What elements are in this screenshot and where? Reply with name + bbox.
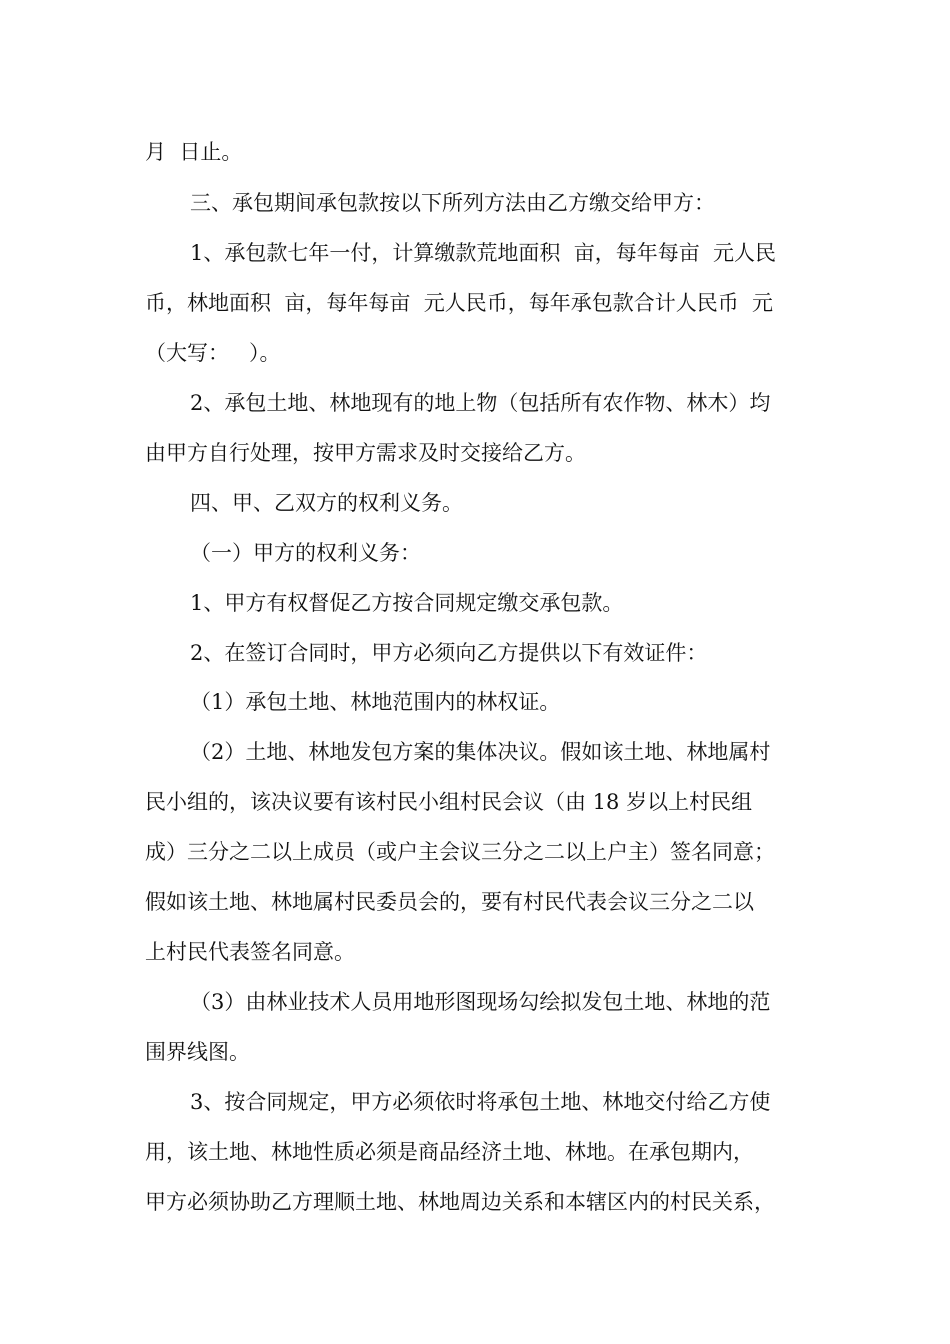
text-line: 2、在签订合同时，甲方必须向乙方提供以下有效证件：: [190, 641, 708, 665]
text-line: 假如该土地、林地属村民委员会的，要有村民代表会议三分之二以: [145, 890, 754, 914]
subsection-heading: （一）甲方的权利义务：: [190, 541, 421, 565]
text-line: （大写： ）。: [145, 341, 281, 365]
text-line: 甲方必须协助乙方理顺土地、林地周边关系和本辖区内的村民关系，: [145, 1190, 775, 1214]
text-line: 成）三分之二以上成员（或户主会议三分之二以上户主）签名同意；: [145, 840, 775, 864]
text-line: 由甲方自行处理，按甲方需求及时交接给乙方。: [145, 441, 586, 465]
section-heading: 四、甲、乙双方的权利义务。: [190, 491, 463, 515]
text-line: 月 日止。: [145, 140, 243, 164]
text-line: （3）由林业技术人员用地形图现场勾绘拟发包土地、林地的范: [190, 990, 771, 1014]
text-line: （1）承包土地、林地范围内的林权证。: [190, 690, 561, 714]
text-line: 围界线图。: [145, 1040, 250, 1064]
text-line: 币，林地面积 亩，每年每亩 元人民币，每年承包款合计人民币 元: [145, 291, 774, 315]
text-line: 3、按合同规定，甲方必须依时将承包土地、林地交付给乙方使: [190, 1090, 771, 1114]
text-line: 1、承包款七年一付，计算缴款荒地面积 亩，每年每亩 元人民: [190, 241, 777, 265]
text-line: （2）土地、林地发包方案的集体决议。假如该土地、林地属村: [190, 740, 771, 764]
text-line: 民小组的，该决议要有该村民小组村民会议（由 18 岁以上村民组: [145, 790, 753, 814]
text-line: 1、甲方有权督促乙方按合同规定缴交承包款。: [190, 591, 624, 615]
text-line: 用，该土地、林地性质必须是商品经济土地、林地。在承包期内，: [145, 1140, 754, 1164]
section-heading: 三、承包期间承包款按以下所列方法由乙方缴交给甲方：: [190, 191, 715, 215]
text-line: 2、承包土地、林地现有的地上物（包括所有农作物、林木）均: [190, 391, 771, 415]
text-line: 上村民代表签名同意。: [145, 940, 355, 964]
